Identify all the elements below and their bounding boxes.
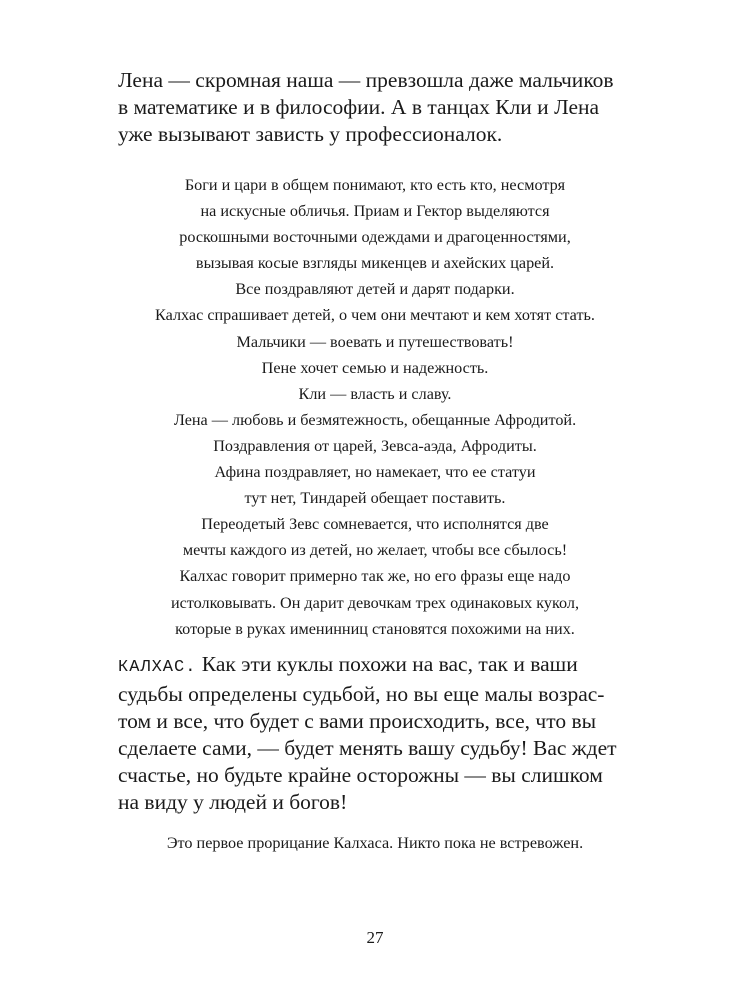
stage-line: Все поздравляют детей и дарят подарки.: [235, 280, 515, 299]
stage-line: Переодетый Зевс сомневается, что исполнятся две: [201, 515, 549, 534]
speech-line: сделаете сами, — будет менять вашу судьбу! Вас ждет: [118, 736, 617, 760]
page-number: 27: [366, 928, 384, 947]
stage-line: которые в руках именинниц становятся похожими на них.: [175, 619, 575, 638]
calchas-speech: [118, 651, 638, 816]
stage-line: Лена — любовь и безмятежность, обещанные Афродитой.: [173, 410, 577, 429]
speech-line: судьбы определены судьбой, но вы еще малы возрас-: [118, 682, 605, 706]
stage-line: Кли — власть и славу.: [298, 384, 452, 403]
speech-text: Как эти куклы похожи на вас, так и ваши: [196, 652, 578, 676]
stage-line: Калхас спрашивает детей, о чем они мечтают и кем хотят стать.: [155, 306, 595, 325]
speech-line: на виду у людей и богов!: [118, 790, 348, 814]
speech-line: счастье, но будьте крайне осторожны — вы слишком: [118, 763, 603, 787]
text-line: в математике и в философии. А в танцах Кли и Лена: [118, 95, 600, 119]
speech-line: том и все, что будет с вами происходить, все, что вы: [118, 709, 597, 733]
final-stage-direction: Это первое прорицание Калхаса. Никто пока не встревожен.: [166, 834, 584, 852]
stage-line: Мальчики — воевать и путешествовать!: [236, 332, 514, 351]
stage-line: вызывая косые взгляды микенцев и ахейских царей.: [195, 254, 555, 273]
stage-line: на искусные обличья. Приам и Гектор выделяются: [200, 202, 550, 221]
stage-line: тут нет, Тиндарей обещает поставить.: [244, 489, 506, 508]
stage-line: Афина поздравляет, но намекает, что ее статуи: [214, 463, 536, 482]
stage-line: мечты каждого из детей, но желает, чтобы все сбылось!: [182, 541, 568, 560]
stage-line: истолковывать. Он дарит девочкам трех одинаковых кукол,: [170, 593, 580, 612]
top-paragraph: [118, 67, 638, 148]
stage-line: Калхас говорит примерно так же, но его фразы еще надо: [179, 567, 571, 586]
stage-line: Пене хочет семью и надежность.: [261, 358, 489, 377]
stage-line: роскошными восточными одеждами и драгоценностями,: [179, 228, 571, 247]
stage-line: Поздравления от царей, Зевса-аэда, Афродиты.: [213, 436, 537, 455]
text-line: Лена — скромная наша — превзошла даже мальчиков: [118, 68, 614, 92]
speaker-name: КАЛХАС.: [118, 658, 197, 677]
stage-direction: [110, 172, 640, 642]
text-line: уже вызывают зависть у профессионалок.: [118, 122, 503, 146]
stage-line: Боги и цари в общем понимают, кто есть кто, несмотря: [184, 176, 566, 194]
speech-first-line: [118, 651, 638, 681]
